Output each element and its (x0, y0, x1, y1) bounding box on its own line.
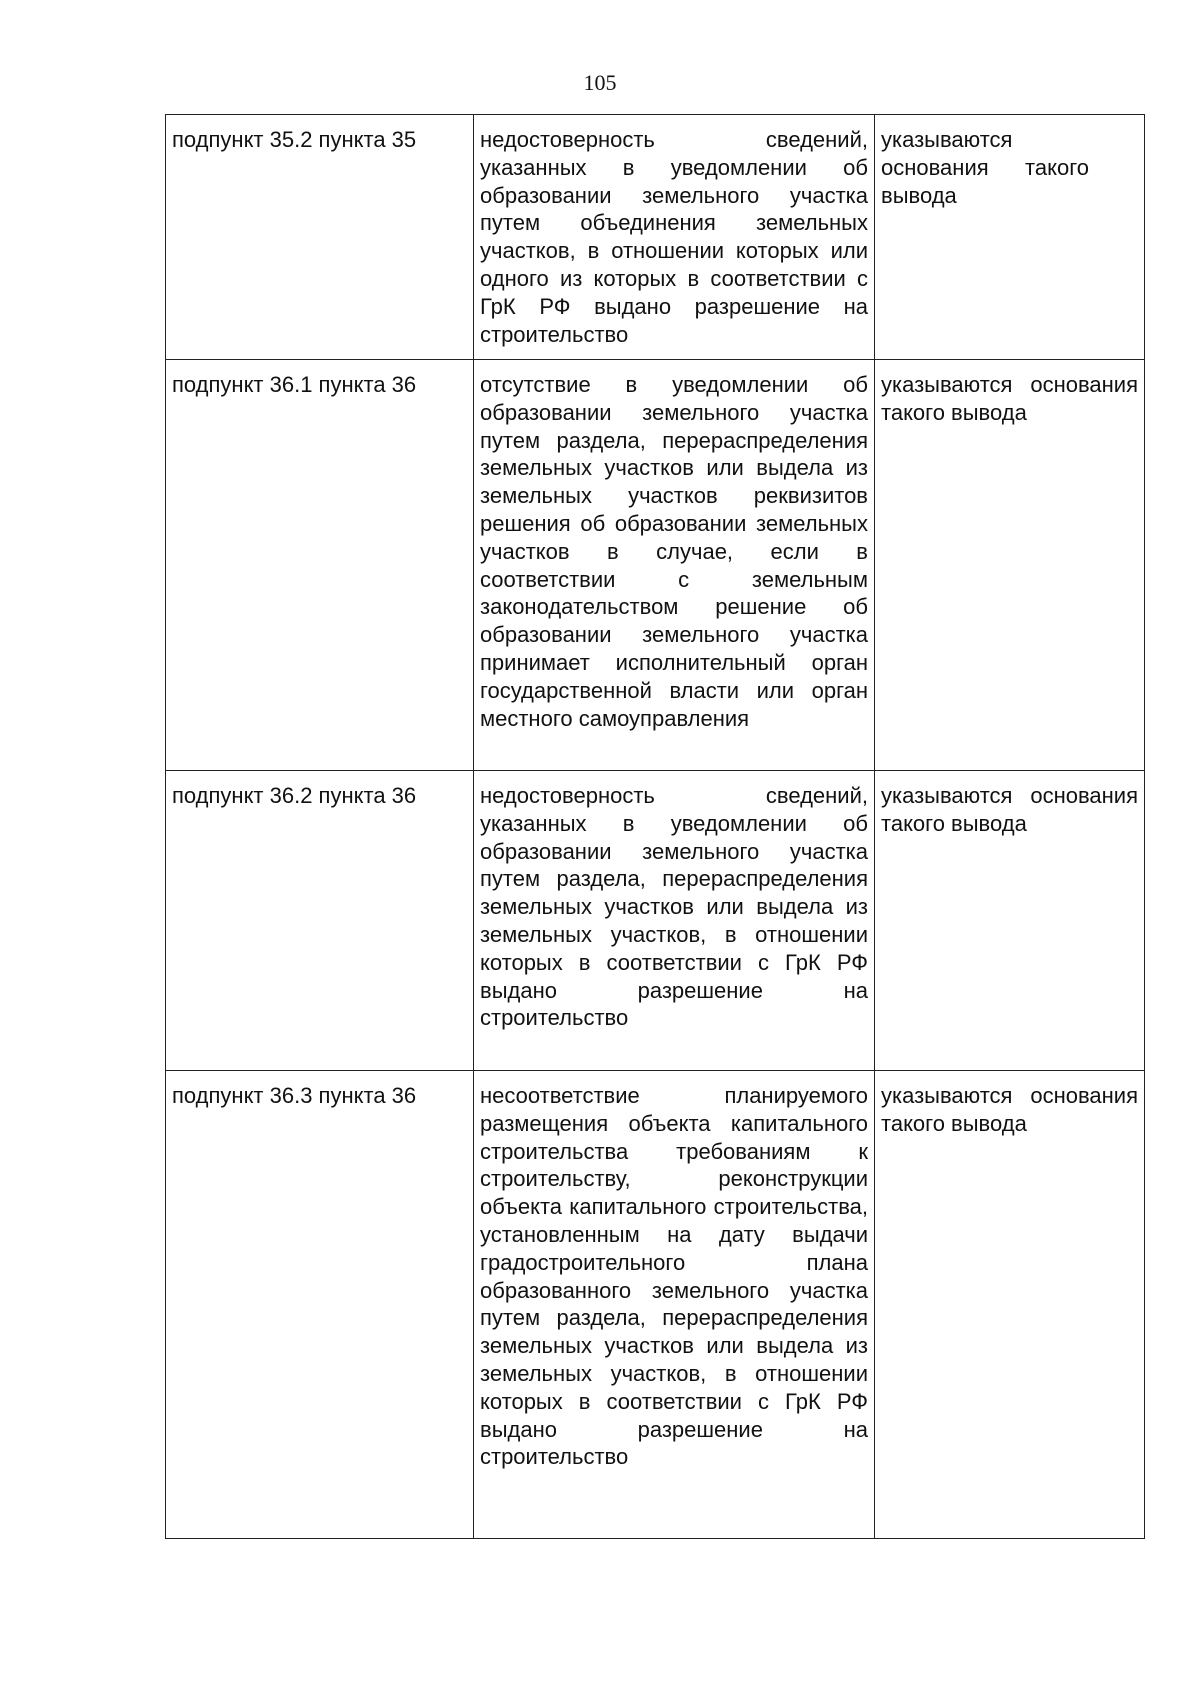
row-result-cell: указываются основания такого вывода (875, 115, 1145, 360)
row-condition-cell: несоответствие планируемого размещения объекта капитального строительства требованиям к строительству, реконструкции объекта капитального строительства, установленным на дату выдачи градостроительного плана образованного земельного участка путем раздела, перераспределения земельных участков или выдела из земельных участков, в отношении которых в соответствии с ГрК РФ выдано разрешение на строительство (474, 1071, 875, 1539)
row-reference-cell: подпункт 36.2 пункта 36 (166, 771, 474, 1071)
page-number: 105 (583, 70, 617, 95)
row-reference-cell: подпункт 36.3 пункта 36 (166, 1071, 474, 1539)
row-result-cell: указываются основания такого вывода (875, 1071, 1145, 1539)
row-condition-cell: отсутствие в уведомлении об образовании земельного участка путем раздела, перераспределения земельных участков или выдела из земельных участков реквизитов решения об образовании земельных участков в случае, если в соответствии с земельным законодательством решение об образовании земельного участка принимает исполнительный орган государственной власти или орган местного самоуправления (474, 360, 875, 771)
table-row (166, 360, 1145, 771)
grounds-table (165, 114, 1145, 1539)
row-result-cell: указываются основания такого вывода (875, 771, 1145, 1071)
row-reference-cell: подпункт 35.2 пункта 35 (166, 115, 474, 360)
row-result-cell: указываются основания такого вывода (875, 360, 1145, 771)
table-row (166, 771, 1145, 1071)
row-condition-cell: недостоверность сведений, указанных в уведомлении об образовании земельного участка путем раздела, перераспределения земельных участков или выдела из земельных участков, в отношении которых в соответствии с ГрК РФ выдано разрешение на строительство (474, 771, 875, 1071)
table-row (166, 1071, 1145, 1539)
table-row (166, 115, 1145, 360)
row-reference-cell: подпункт 36.1 пункта 36 (166, 360, 474, 771)
row-condition-cell: недостоверность сведений, указанных в уведомлении об образовании земельного участка путем объединения земельных участков, в отношении которых или одного из которых в соответствии с ГрК РФ выдано разрешение на строительство (474, 115, 875, 360)
